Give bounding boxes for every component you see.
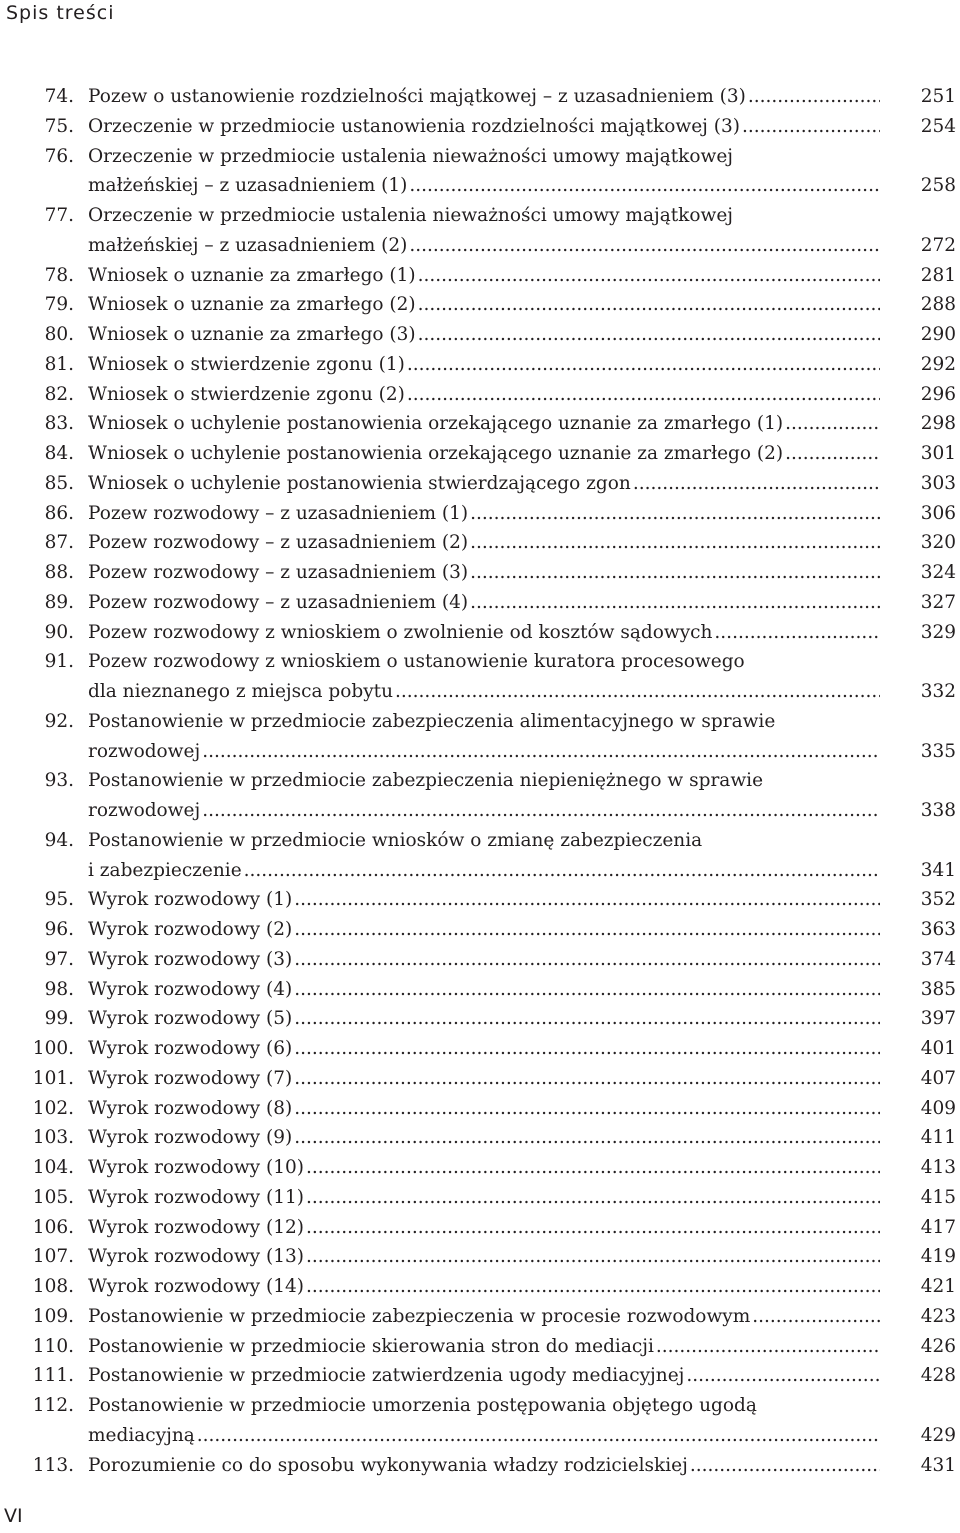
toc-entry-page-number: 258 [920, 175, 956, 197]
toc-entry-title-text: Wniosek o uznanie za zmarłego (1) [88, 264, 416, 286]
toc-entry-page-number: 338 [920, 800, 956, 821]
toc-entry-title-text: Postanowienie w przedmiocie zabezpieczenia alimentacyjnego w sprawie [88, 710, 776, 732]
toc-entry [0, 201, 960, 261]
toc-entry-number: 80. [44, 324, 74, 345]
toc-entry-number: 90. [44, 621, 74, 643]
toc-entry-title-line [88, 1242, 880, 1272]
dot-leader [294, 1094, 880, 1124]
toc-entry-page-number: 397 [920, 1008, 956, 1030]
toc-entry [0, 439, 960, 469]
dot-leader [409, 231, 880, 261]
toc-entry [0, 82, 960, 112]
toc-entry-title-line [88, 975, 880, 1005]
toc-entry-title-text: Wniosek o uznanie za zmarłego (2) [88, 294, 416, 316]
toc-entry-number: 77. [44, 205, 74, 226]
toc-entry-page-number: 290 [920, 324, 956, 345]
toc-entry-number: 110. [32, 1335, 74, 1357]
toc-entry-title-line [88, 380, 880, 410]
toc-entry-title [88, 1302, 880, 1332]
toc-entry-number: 91. [44, 651, 74, 673]
toc-entry-number: 101. [32, 1067, 74, 1089]
toc-entry [0, 558, 960, 588]
toc-entry-page-number: 288 [920, 294, 956, 316]
dot-leader [690, 1451, 880, 1481]
toc-entry [0, 707, 960, 767]
toc-entry-page-number: 428 [920, 1365, 956, 1387]
toc-entry-number: 113. [32, 1454, 74, 1476]
toc-entry [0, 350, 960, 380]
toc-entry-title-line [88, 1213, 880, 1243]
toc-entry-title [88, 618, 880, 648]
toc-entry-page-number: 298 [920, 413, 956, 435]
toc-entry-title-text: Postanowienie w przedmiocie zabezpieczenia w procesie rozwodowym [88, 1305, 751, 1327]
toc-entry-title [88, 142, 880, 202]
dot-leader [748, 82, 880, 112]
toc-entry-title [88, 915, 880, 945]
dot-leader [294, 1064, 880, 1094]
toc-entry-page-number: 352 [920, 889, 956, 911]
toc-entry-number: 86. [44, 502, 74, 524]
toc-entry-page-number: 341 [920, 859, 956, 881]
toc-entry-number: 96. [44, 919, 74, 940]
toc-entry-title-text: rozwodowej [88, 740, 201, 762]
toc-entry-title [88, 707, 880, 767]
dot-leader [785, 439, 880, 469]
toc-entry [0, 1153, 960, 1183]
toc-entry-title-line [88, 1064, 880, 1094]
dot-leader [294, 975, 880, 1005]
toc-entry [0, 528, 960, 558]
toc-entry-page-number: 324 [920, 562, 956, 583]
toc-entry-title [88, 1332, 880, 1362]
toc-entry-number: 85. [44, 472, 74, 494]
toc-entry-title-text: Wniosek o stwierdzenie zgonu (1) [88, 353, 405, 375]
toc-entry-number: 103. [32, 1127, 74, 1149]
toc-entry-page-number: 413 [920, 1157, 956, 1178]
toc-entry-title-text: Wyrok rozwodowy (7) [88, 1067, 293, 1089]
toc-entry-title-text: Wniosek o uznanie za zmarłego (3) [88, 324, 416, 345]
toc-entry [0, 1272, 960, 1302]
toc-entry-number: 106. [32, 1216, 74, 1238]
toc-entry-page-number: 421 [920, 1276, 956, 1297]
toc-entry [0, 142, 960, 202]
toc-entry-page-number: 411 [920, 1127, 956, 1149]
toc-entry-title-line [88, 499, 880, 529]
toc-entry-title-line [88, 558, 880, 588]
toc-entry-title [88, 290, 880, 320]
toc-entry-number: 97. [44, 948, 74, 970]
dot-leader [418, 261, 880, 291]
toc-entry-title [88, 1123, 880, 1153]
toc-entry-title-line [88, 82, 880, 112]
toc-entry-number: 75. [44, 115, 74, 137]
toc-entry-title-text: Pozew rozwodowy – z uzasadnieniem (3) [88, 562, 469, 583]
toc-entry [0, 1361, 960, 1391]
toc-entry-number: 102. [32, 1097, 74, 1119]
toc-entry-title [88, 826, 880, 886]
toc-entry-title-text: Wyrok rozwodowy (8) [88, 1097, 293, 1119]
dot-leader [686, 1361, 880, 1391]
toc-entry-title-text: Orzeczenie w przedmiocie ustalenia nieważności umowy majątkowej [88, 145, 734, 167]
toc-entry-title-text: Postanowienie w przedmiocie umorzenia postępowania objętego ugodą [88, 1395, 757, 1416]
toc-entry-title [88, 1213, 880, 1243]
dot-leader [294, 915, 880, 945]
toc-entry-title [88, 1183, 880, 1213]
dot-leader [197, 1421, 880, 1451]
dot-leader [294, 1004, 880, 1034]
dot-leader [294, 885, 880, 915]
toc-entry-title-text: Orzeczenie w przedmiocie ustalenia nieważności umowy majątkowej [88, 205, 734, 226]
toc-entry-title-text: i zabezpieczenie [88, 859, 242, 881]
toc-entry-title-text: dla nieznanego z miejsca pobytu [88, 681, 394, 702]
toc-entry-title-text: Pozew o ustanowienie rozdzielności majątkowej – z uzasadnieniem (3) [88, 86, 746, 107]
dot-leader [306, 1242, 880, 1272]
toc-entry-title [88, 380, 880, 410]
toc-entry-page-number: 429 [920, 1424, 956, 1446]
dot-leader [785, 409, 880, 439]
toc-entry-title-text: Wniosek o stwierdzenie zgonu (2) [88, 383, 405, 405]
toc-entry [0, 1123, 960, 1153]
toc-entry [0, 915, 960, 945]
toc-entry-title-line [88, 915, 880, 945]
toc-entry-title-text: Postanowienie w przedmiocie wniosków o zmianę zabezpieczenia [88, 829, 703, 851]
toc-entry [0, 975, 960, 1005]
toc-entry-page-number: 423 [920, 1305, 956, 1327]
toc-entry-title-text: małżeńskiej – z uzasadnieniem (2) [88, 234, 408, 256]
toc-entry-title-text: Pozew rozwodowy – z uzasadnieniem (4) [88, 591, 469, 613]
toc-entry-title-line [88, 1094, 880, 1124]
toc-entry-title-line [88, 1183, 880, 1213]
toc-entry-number: 99. [44, 1008, 74, 1030]
toc-entry-title [88, 350, 880, 380]
toc-entry [0, 290, 960, 320]
toc-entry-title [88, 1004, 880, 1034]
toc-entry-title-text: Postanowienie w przedmiocie zabezpieczenia niepieniężnego w sprawie [88, 770, 764, 792]
toc-entry-title-line [88, 1004, 880, 1034]
table-of-contents [0, 82, 960, 1480]
toc-entry-number: 81. [44, 353, 74, 375]
toc-entry-title-text: Wniosek o uchylenie postanowienia stwierdzającego zgon [88, 472, 631, 494]
dot-leader [418, 290, 880, 320]
toc-entry-page-number: 415 [920, 1186, 956, 1208]
toc-entry-title-line [88, 290, 880, 320]
toc-entry [0, 766, 960, 826]
toc-entry-page-number: 426 [920, 1335, 956, 1357]
toc-entry [0, 1094, 960, 1124]
toc-entry-title-text: Wyrok rozwodowy (10) [88, 1157, 304, 1178]
toc-entry-title-line [88, 409, 880, 439]
toc-entry-title-text: Pozew rozwodowy – z uzasadnieniem (1) [88, 502, 469, 524]
toc-entry-title [88, 647, 880, 707]
toc-entry-title-text: rozwodowej [88, 800, 201, 821]
toc-entry [0, 945, 960, 975]
toc-entry-title [88, 975, 880, 1005]
toc-entry-page-number: 296 [920, 383, 956, 405]
toc-entry [0, 1004, 960, 1034]
toc-entry-title-line [88, 261, 880, 291]
toc-entry-title-line [88, 469, 880, 499]
dot-leader [470, 499, 880, 529]
toc-entry-number: 95. [44, 889, 74, 911]
page-number: VI [4, 1505, 23, 1527]
toc-entry-number: 84. [44, 443, 74, 464]
toc-entry-number: 83. [44, 413, 74, 435]
toc-entry [0, 261, 960, 291]
toc-entry-number: 111. [32, 1365, 74, 1387]
toc-entry-number: 82. [44, 383, 74, 405]
toc-entry-title-text: Wyrok rozwodowy (6) [88, 1038, 293, 1059]
toc-entry-title-line [88, 112, 880, 142]
toc-entry-title-line [88, 1034, 880, 1064]
running-header: Spis treści [6, 2, 115, 24]
toc-entry-title [88, 885, 880, 915]
toc-entry [0, 1213, 960, 1243]
toc-entry-number: 107. [32, 1246, 74, 1268]
toc-entry-page-number: 272 [920, 234, 956, 256]
toc-entry-number: 105. [32, 1186, 74, 1208]
toc-entry-title [88, 469, 880, 499]
toc-entry-title [88, 1272, 880, 1302]
toc-entry-number: 78. [44, 264, 74, 286]
toc-entry-number: 74. [44, 86, 74, 107]
dot-leader [202, 796, 880, 826]
toc-entry-title [88, 528, 880, 558]
toc-entry-page-number: 401 [920, 1038, 956, 1059]
dot-leader [418, 320, 880, 350]
dot-leader [470, 588, 880, 618]
toc-entry [0, 409, 960, 439]
toc-entry [0, 618, 960, 648]
toc-entry-number: 89. [44, 591, 74, 613]
toc-entry-number: 109. [32, 1305, 74, 1327]
toc-entry-title-text: Porozumienie co do sposobu wykonywania władzy rodzicielskiej [88, 1454, 688, 1476]
toc-entry [0, 1034, 960, 1064]
dot-leader [244, 856, 880, 886]
dot-leader [752, 1302, 880, 1332]
toc-entry-title-text: Wyrok rozwodowy (1) [88, 889, 293, 911]
toc-entry-page-number: 419 [920, 1246, 956, 1268]
toc-entry [0, 826, 960, 886]
toc-entry-title-line [88, 677, 880, 707]
toc-entry-title-text: mediacyjną [88, 1424, 195, 1446]
toc-entry [0, 112, 960, 142]
toc-entry-title-text: Wyrok rozwodowy (9) [88, 1127, 293, 1149]
toc-entry-number: 112. [32, 1395, 74, 1416]
toc-entry-number: 92. [44, 710, 74, 732]
toc-entry-title-line [88, 350, 880, 380]
toc-entry-title [88, 1034, 880, 1064]
dot-leader [742, 112, 880, 142]
toc-entry-title-text: małżeńskiej – z uzasadnieniem (1) [88, 175, 408, 197]
toc-entry-title [88, 112, 880, 142]
dot-leader [470, 558, 880, 588]
toc-entry-page-number: 303 [920, 472, 956, 494]
toc-entry [0, 1302, 960, 1332]
toc-entry-title [88, 1064, 880, 1094]
toc-entry-title [88, 1153, 880, 1183]
toc-entry-title-line [88, 1421, 880, 1451]
toc-entry-title [88, 499, 880, 529]
dot-leader [714, 618, 880, 648]
toc-entry [0, 320, 960, 350]
toc-entry-title-text: Wyrok rozwodowy (2) [88, 919, 293, 940]
toc-entry-title-line [88, 856, 880, 886]
toc-entry-title [88, 766, 880, 826]
dot-leader [409, 171, 880, 201]
dot-leader [306, 1183, 880, 1213]
toc-entry-title [88, 588, 880, 618]
toc-entry-number: 87. [44, 532, 74, 554]
toc-entry-number: 76. [44, 145, 74, 167]
dot-leader [306, 1272, 880, 1302]
toc-entry-title [88, 261, 880, 291]
toc-entry-title-line [88, 737, 880, 767]
toc-entry-number: 100. [32, 1038, 74, 1059]
toc-entry-number: 104. [32, 1157, 74, 1178]
toc-entry-page-number: 281 [920, 264, 956, 286]
toc-entry-title-line [88, 1272, 880, 1302]
toc-entry-title [88, 1451, 880, 1481]
toc-entry-page-number: 431 [920, 1454, 956, 1476]
toc-entry-title [88, 945, 880, 975]
toc-entry-page-number: 327 [920, 591, 956, 613]
toc-entry-number: 108. [32, 1276, 74, 1297]
toc-entry [0, 1391, 960, 1451]
dot-leader [306, 1213, 880, 1243]
toc-entry-title [88, 1242, 880, 1272]
toc-entry-page-number: 409 [920, 1097, 956, 1119]
toc-entry-title-line [88, 1361, 880, 1391]
toc-entry-title-line [88, 1123, 880, 1153]
toc-entry-number: 94. [44, 829, 74, 851]
toc-entry-title [88, 1391, 880, 1451]
toc-entry-title [88, 1361, 880, 1391]
toc-entry [0, 1064, 960, 1094]
toc-entry [0, 469, 960, 499]
toc-entry-page-number: 332 [920, 681, 956, 702]
dot-leader [407, 380, 880, 410]
toc-entry-page-number: 301 [920, 443, 956, 464]
toc-entry-title-line [88, 796, 880, 826]
toc-entry-title-line [88, 320, 880, 350]
toc-entry-page-number: 417 [920, 1216, 956, 1238]
toc-entry-page-number: 363 [920, 919, 956, 940]
toc-entry-title-text: Pozew rozwodowy z wnioskiem o ustanowienie kuratora procesowego [88, 651, 745, 673]
toc-entry-page-number: 320 [920, 532, 956, 554]
toc-entry-number: 88. [44, 562, 74, 583]
dot-leader [633, 469, 880, 499]
toc-entry-title-text: Pozew rozwodowy – z uzasadnieniem (2) [88, 532, 469, 554]
dot-leader [407, 350, 880, 380]
toc-entry [0, 380, 960, 410]
toc-entry-title-line [88, 439, 880, 469]
toc-entry-title [88, 201, 880, 261]
toc-entry-title [88, 558, 880, 588]
toc-entry-title-line [88, 588, 880, 618]
toc-entry-title-line [88, 1332, 880, 1362]
toc-entry-title-line [88, 945, 880, 975]
dot-leader [294, 1034, 880, 1064]
toc-entry [0, 499, 960, 529]
toc-entry-title-line [88, 1451, 880, 1481]
toc-entry [0, 588, 960, 618]
toc-entry-title-text: Pozew rozwodowy z wnioskiem o zwolnienie od kosztów sądowych [88, 621, 713, 643]
toc-entry-title [88, 1094, 880, 1124]
toc-entry-page-number: 306 [920, 502, 956, 524]
toc-entry-title-line [88, 231, 880, 261]
dot-leader [656, 1332, 880, 1362]
toc-entry [0, 1332, 960, 1362]
toc-entry-title-line [88, 171, 880, 201]
toc-entry-title-text: Wyrok rozwodowy (14) [88, 1276, 304, 1297]
toc-entry-page-number: 374 [920, 948, 956, 970]
dot-leader [306, 1153, 880, 1183]
toc-entry-page-number: 329 [920, 621, 956, 643]
dot-leader [395, 677, 880, 707]
toc-entry-page-number: 335 [920, 740, 956, 762]
toc-entry-title [88, 439, 880, 469]
toc-entry-title-text: Wyrok rozwodowy (11) [88, 1186, 304, 1208]
toc-entry-title-text: Wyrok rozwodowy (5) [88, 1008, 293, 1030]
toc-entry-title-text: Wniosek o uchylenie postanowienia orzekającego uznanie za zmarłego (1) [88, 413, 784, 435]
toc-entry-title-text: Wyrok rozwodowy (4) [88, 978, 293, 1000]
toc-entry-number: 98. [44, 978, 74, 1000]
toc-entry-title-line [88, 618, 880, 648]
dot-leader [294, 1123, 880, 1153]
toc-entry-page-number: 407 [920, 1067, 956, 1089]
dot-leader [470, 528, 880, 558]
dot-leader [294, 945, 880, 975]
toc-entry-title-text: Wyrok rozwodowy (3) [88, 948, 293, 970]
toc-entry-number: 79. [44, 294, 74, 316]
toc-entry-title-line [88, 1302, 880, 1332]
toc-entry-title-line [88, 1153, 880, 1183]
dot-leader [202, 737, 880, 767]
toc-entry [0, 885, 960, 915]
toc-entry-title [88, 320, 880, 350]
toc-entry [0, 1451, 960, 1481]
toc-entry-page-number: 292 [920, 353, 956, 375]
toc-entry-page-number: 254 [920, 115, 956, 137]
toc-entry-title [88, 82, 880, 112]
toc-entry-title-text: Postanowienie w przedmiocie zatwierdzenia ugody mediacyjnej [88, 1365, 685, 1387]
toc-entry-title-text: Wniosek o uchylenie postanowienia orzekającego uznanie za zmarłego (2) [88, 443, 784, 464]
toc-entry-title-text: Wyrok rozwodowy (12) [88, 1216, 304, 1238]
toc-entry [0, 647, 960, 707]
toc-entry-number: 93. [44, 770, 74, 792]
toc-entry-title-text: Postanowienie w przedmiocie skierowania stron do mediacji [88, 1335, 654, 1357]
toc-entry-title-line [88, 528, 880, 558]
toc-entry-page-number: 251 [920, 86, 956, 107]
toc-entry-page-number: 385 [920, 978, 956, 1000]
toc-entry-title [88, 409, 880, 439]
toc-entry-title-text: Orzeczenie w przedmiocie ustanowienia rozdzielności majątkowej (3) [88, 115, 740, 137]
toc-entry-title-text: Wyrok rozwodowy (13) [88, 1246, 304, 1268]
toc-entry [0, 1183, 960, 1213]
toc-entry [0, 1242, 960, 1272]
toc-entry-title-line [88, 885, 880, 915]
